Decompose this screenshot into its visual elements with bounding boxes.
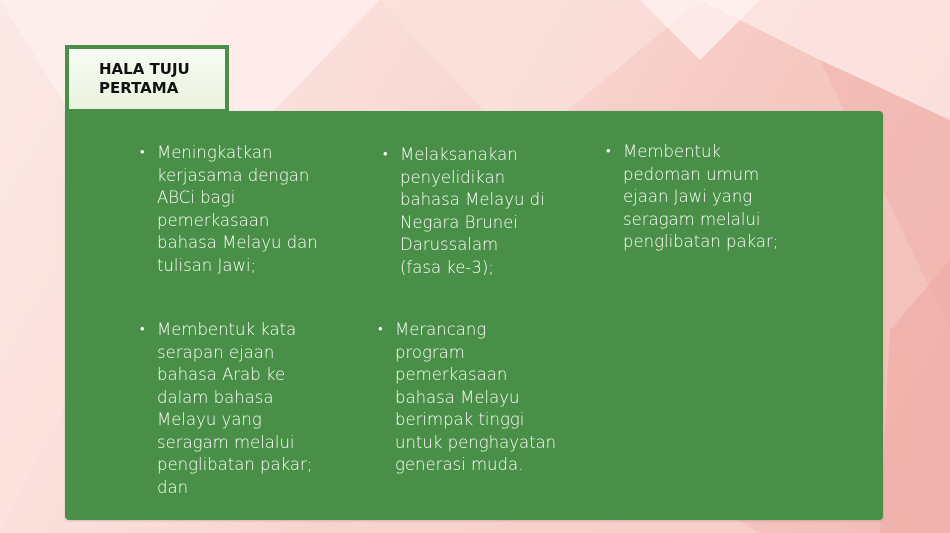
bullet-item-5 — [378, 319, 557, 477]
bullet-item-4 — [140, 319, 313, 499]
bullet-text: Meningkatkan kerjasama dengan ABCi bagi pemerkasaan bahasa Melayu dan tulisan Jawi; — [157, 143, 318, 275]
bullet-glyph: • — [140, 145, 145, 160]
bullet-item-2 — [383, 144, 545, 279]
slide-title: HALA TUJU PERTAMA — [99, 60, 190, 97]
bullet-glyph: • — [383, 147, 388, 162]
bullet-text: Membentuk kata serapan ejaan bahasa Arab ke dalam bahasa Melayu yang seragam melalui penglibatan pakar; dan — [157, 320, 313, 497]
bullet-item-1 — [140, 142, 318, 277]
bullet-text: Merancang program pemerkasaan bahasa Melayu berimpak tinggi untuk penghayatan generasi muda. — [395, 320, 557, 474]
bullet-item-3 — [606, 141, 779, 254]
title-box — [69, 49, 225, 109]
title-tab — [65, 45, 229, 113]
bullet-glyph: • — [140, 322, 145, 337]
bullet-glyph: • — [378, 322, 383, 337]
bullet-glyph: • — [606, 144, 611, 159]
bullet-text: Membentuk pedoman umum ejaan Jawi yang seragam melalui penglibatan pakar; — [623, 142, 779, 251]
bullet-text: Melaksanakan penyelidikan bahasa Melayu di Negara Brunei Darussalam (fasa ke-3); — [400, 145, 545, 277]
